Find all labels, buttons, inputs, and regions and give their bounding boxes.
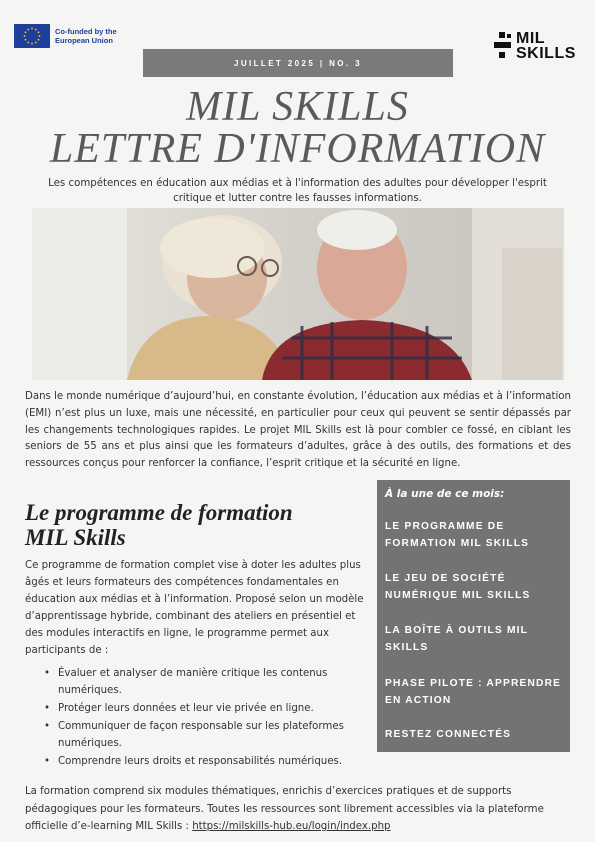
bullet-icon: • — [44, 703, 51, 714]
elearning-link[interactable]: https://milskills-hub.eu/login/index.php — [192, 821, 391, 832]
program-bullet-list — [44, 665, 369, 771]
list-item: • Communiquer de façon responsable sur les plateformes numériques. — [44, 718, 369, 752]
list-item: • Évaluer et analyser de manière critique les contenus numériques. — [44, 665, 369, 699]
highlights-sidebar — [377, 480, 570, 752]
footer-paragraph — [25, 783, 571, 836]
newsletter-title — [0, 86, 595, 170]
bullet-icon: • — [44, 668, 51, 679]
seniors-photo — [32, 208, 564, 380]
program-title-line-1: Le programme de formation — [25, 500, 293, 525]
issue-line: JUILLET 2025 | NO. 3 — [233, 58, 363, 68]
sidebar-item-jeu[interactable]: LE JEU DE SOCIÉTÉ NUMÉRIQUE MIL SKILLS — [385, 573, 531, 601]
title-line-1: MIL SKILLS — [186, 84, 409, 130]
eu-cofunded-logo — [14, 24, 135, 48]
program-description: Ce programme de formation complet vise à doter les adultes plus âgés et leurs formateurs des compétences fondamentales en éducation aux médias et à l’information. Proposé selon un modèle d’apprentissage hybride, combinant des ateliers en présentiel et des modules interactifs en ligne, le programme permet aux participants de : — [25, 560, 364, 656]
eu-logo-text: Co-funded by the European Union — [55, 27, 117, 45]
intro-paragraph: Dans le monde numérique d’aujourd’hui, en constante évolution, l’éducation aux médias et à l’information (EMI) n’est plus un luxe, mais une nécessité, en particulier pour ceux qui peuvent se sentir dépassés par les changements technologiques rapides. Le projet MIL Skills est là pour combler ce fossé, en ciblant les seniors de 55 ans et plus ainsi que les formateurs d’adultes, grâce à des outils, des formations et des ressources conçus pour renforcer la confiance, l’esprit critique et la sécurité en ligne. — [25, 391, 571, 470]
footer-text: La formation comprend six modules thématiques, enrichis d’exercices pratiques et de supports pédagogiques pour les formateurs. Toutes les ressources sont librement accessibles via la plateforme officielle d’e-learning MIL Skills : — [25, 786, 544, 832]
program-title-line-2: MIL Skills — [25, 525, 126, 550]
logo-line-1: MIL — [516, 30, 546, 47]
sidebar-item-programme[interactable]: LE PROGRAMME DE FORMATION MIL SKILLS — [385, 521, 530, 549]
issue-date-bar — [143, 49, 453, 77]
mil-skills-logo — [494, 30, 576, 62]
bullet-icon: • — [44, 756, 51, 767]
title-line-2: LETTRE D'INFORMATION — [49, 126, 546, 172]
list-item: • Protéger leurs données et leur vie privée en ligne. — [44, 700, 369, 717]
sidebar-item-phase-pilote[interactable]: PHASE PILOTE : APPRENDRE EN ACTION — [385, 678, 562, 706]
newsletter-subtitle: Les compétences en éducation aux médias et à l'information des adultes pour développer l'esprit critique et lutter contre les fausses informations. — [48, 178, 547, 204]
list-item: • Comprendre leurs droits et responsabilités numériques. — [44, 753, 369, 770]
sidebar-heading: À la une de ce mois: — [385, 488, 505, 500]
mil-skills-logo-mark-icon — [494, 30, 514, 62]
sidebar-item-restez[interactable]: RESTEZ CONNECTÉS — [385, 729, 512, 740]
eu-flag-icon — [14, 24, 50, 48]
bullet-icon: • — [44, 721, 51, 732]
logo-line-2: SKILLS — [516, 45, 576, 62]
program-section-title — [25, 500, 355, 550]
sidebar-item-boite[interactable]: LA BOÎTE À OUTILS MIL SKILLS — [385, 625, 528, 653]
